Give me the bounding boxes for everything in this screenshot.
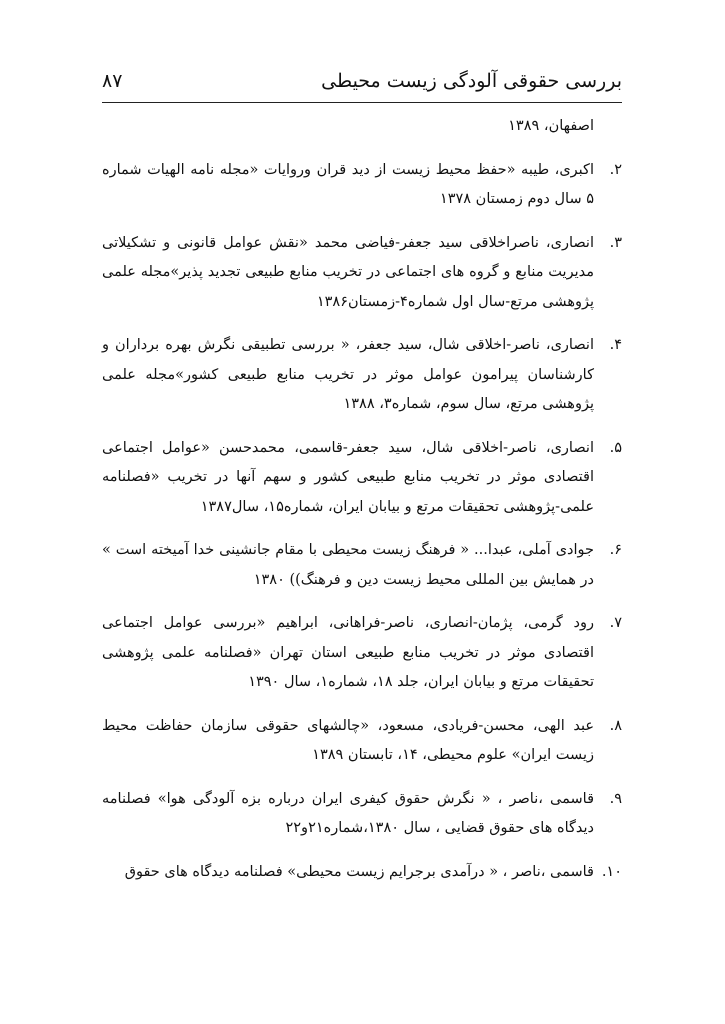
reference-text: رود گرمی، پژمان-انصاری، ناصر-فراهانی، ابراهیم «بررسی عوامل اجتماعی اقتصادی موثر در تخریب منابع طبیعی استان تهران «فصلنامه علمی پژوهشی تحقیقات مرتع و بیابان ایران، جلد ۱۸، شماره۱، سال ۱۳۹۰ <box>102 615 594 690</box>
reference-number: ۴. <box>609 337 622 353</box>
reference-entry <box>102 536 622 595</box>
reference-continuation: اصفهان، ۱۳۸۹ <box>508 118 594 134</box>
reference-text: عبد الهی، محسن-فریادی، مسعود، «چالشهای حقوقی سازمان حفاظت محیط زیست ایران» علوم محیطی، ۱۴، تابستان ۱۳۸۹ <box>102 717 594 763</box>
reference-number: ۶. <box>609 542 622 558</box>
reference-entry <box>102 712 622 771</box>
reference-text: قاسمی ،ناصر ، « نگرش حقوق کیفری ایران درباره بزه آلودگی هوا» فصلنامه دیدگاه های حقوق قضایی ، سال ۱۳۸۰،شماره۲۱و۲۲ <box>102 790 594 836</box>
page-header <box>102 68 622 103</box>
reference-number: ۷. <box>609 615 622 631</box>
reference-entry <box>102 229 622 318</box>
reference-text: انصاری، ناصراخلاقی سید جعفر-فیاضی محمد «نقش عوامل قانونی و تشکیلاتی مدیریت منابع و گروه های اجتماعی در تخریب منابع طبیعی تجدید پذیر»مجله علمی پژوهشی مرتع-سال اول شماره۴-زمستان۱۳۸۶ <box>102 234 594 310</box>
reference-entry <box>102 858 622 888</box>
reference-entry <box>102 609 622 698</box>
reference-number: ۸. <box>609 717 622 734</box>
reference-entry <box>102 434 622 523</box>
reference-entry <box>102 785 622 844</box>
reference-text: قاسمی ،ناصر ، « درآمدی برجرایم زیست محیطی» فصلنامه دیدگاه های حقوق <box>124 863 594 880</box>
reference-number: ۳. <box>609 234 622 251</box>
reference-entry <box>102 156 622 215</box>
reference-text: جوادی آملی، عبدا... « فرهنگ زیست محیطی با مقام جانشینی خدا آمیخته است » در همایش بین المللی محیط زیست دین و فرهنگ)) ۱۳۸۰ <box>102 542 594 588</box>
reference-entry <box>102 331 622 420</box>
reference-text: اکبری، طیبه «حفظ محیط زیست از دید قران وروایات «مجله نامه الهیات شماره ۵ سال دوم زمستان ۱۳۷۸ <box>102 161 594 207</box>
reference-number: ۵. <box>609 439 622 456</box>
reference-text: انصاری، ناصر-اخلاقی شال، سید جعفر، « بررسی تطبیقی نگرش بهره برداران و کارشناسان پیرامون عوامل موثر در تخریب منابع طبیعی کشور»مجله علمی پژوهشی مرتع، سال سوم، شماره۳، ۱۳۸۸ <box>102 337 594 412</box>
reference-text: انصاری، ناصر-اخلاقی شال، سید جعفر-قاسمی، محمدحسن «عوامل اجتماعی اقتصادی موثر در تخریب منابع طبیعی کشور و سهم آنها در تخریب «فصلنامه علمی-پژوهشی تحقیقات مرتع و بیابان ایران، شماره۱۵، سال۱۳۸۷ <box>102 439 594 515</box>
reference-list <box>102 112 622 901</box>
reference-number: ۲. <box>609 161 622 178</box>
page-number: ۸۷ <box>102 70 123 92</box>
running-title: بررسی حقوقی آلودگی زیست محیطی <box>321 70 622 92</box>
reference-number: ۹. <box>609 790 622 807</box>
reference-number: ۱۰. <box>601 863 622 880</box>
